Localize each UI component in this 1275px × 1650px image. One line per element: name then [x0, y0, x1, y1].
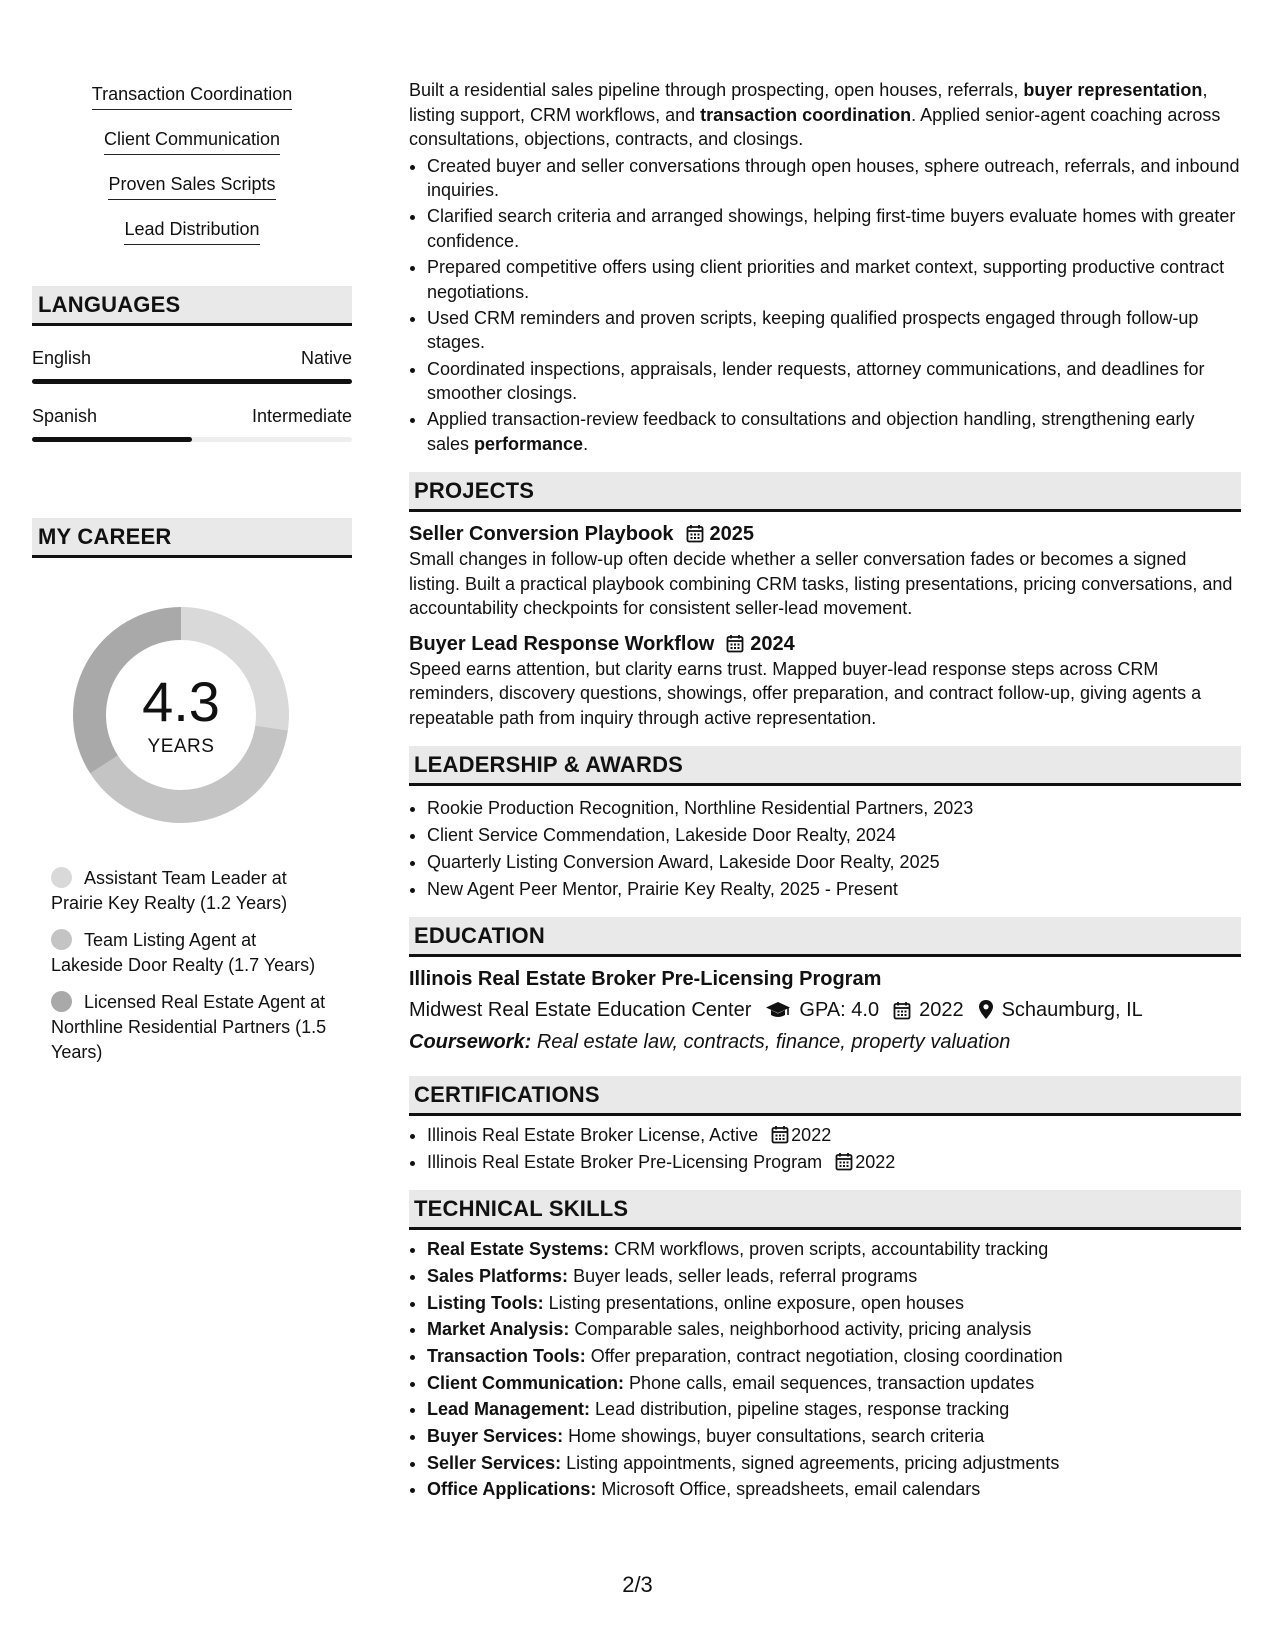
education-school: Midwest Real Estate Education Center — [409, 999, 752, 1022]
project-item — [409, 521, 1241, 621]
language-english — [32, 348, 352, 384]
language-proficiency-bar — [32, 437, 352, 442]
technical-skill-item: • Transaction Tools: Offer preparation, contract negotiation, closing coordination — [427, 1344, 1241, 1369]
experience-intro: Built a residential sales pipeline through prospecting, open houses, referrals, buyer representation, listing support, CRM workflows, and transaction coordination. Applied senior-agent coaching across consultations, objections, contracts, and closings. — [409, 80, 1221, 149]
technical-skill-item: • Client Communication: Phone calls, email sequences, transaction updates — [427, 1371, 1241, 1396]
experience-bullet: • Used CRM reminders and proven scripts, keeping qualified prospects engaged through follow-up stages. — [427, 306, 1241, 355]
languages-heading: LANGUAGES — [32, 286, 352, 326]
technical-skill-item: • Real Estate Systems: CRM workflows, proven scripts, accountability tracking — [427, 1237, 1241, 1262]
legend-label: Team Listing Agent at Lakeside Door Realty (1.7 Years) — [51, 930, 316, 975]
career-years-unit: YEARS — [147, 736, 215, 757]
language-name: English — [32, 348, 92, 368]
career-legend-item — [51, 866, 331, 916]
career-legend-item — [51, 990, 331, 1065]
legend-dot — [51, 867, 72, 888]
experience-bullet: • Coordinated inspections, appraisals, lender requests, attorney communications, and deadlines for smoother closings. — [427, 357, 1241, 406]
career-legend — [51, 866, 331, 1065]
calendar-icon — [726, 634, 744, 653]
legend-label: Licensed Real Estate Agent at Northline Residential Partners (1.5 Years) — [51, 992, 327, 1062]
certification-item: • Illinois Real Estate Broker License, Active 2022 — [427, 1123, 1241, 1148]
award-item: • Rookie Production Recognition, Northline Residential Partners, 2023 — [427, 796, 1241, 821]
project-description: Small changes in follow-up often decide whether a seller conversation fades or becomes a signed listing. Built a practical playbook combining CRM tasks, listing presentations, pricing conversations, and accountability checkpoints for consistent seller-lead movement. — [409, 549, 1233, 619]
project-year: 2024 — [750, 632, 795, 655]
technical-skills-list — [409, 1237, 1241, 1502]
legend-dot — [51, 929, 72, 950]
calendar-icon — [771, 1125, 789, 1144]
experience-bullets — [409, 154, 1241, 457]
education-year: 2022 — [919, 999, 964, 1022]
main-content — [409, 78, 1241, 1504]
award-item: • Quarterly Listing Conversion Award, Lakeside Door Realty, 2025 — [427, 850, 1241, 875]
award-item: • New Agent Peer Mentor, Prairie Key Realty, 2025 - Present — [427, 877, 1241, 902]
page-number: 2/3 — [622, 1572, 653, 1597]
language-name: Spanish — [32, 406, 98, 426]
project-title: Seller Conversion Playbook — [409, 523, 674, 546]
skill-tag: Client Communication — [104, 127, 280, 155]
language-proficiency-bar — [32, 379, 352, 384]
experience-bullet: • Clarified search criteria and arranged showings, helping first-time buyers evaluate homes with greater confidence. — [427, 204, 1241, 253]
career-total-years: 4.3 — [142, 670, 220, 733]
skill-tag: Lead Distribution — [124, 217, 259, 245]
technical-skill-item: • Buyer Services: Home showings, buyer consultations, search criteria — [427, 1424, 1241, 1449]
career-donut-chart — [66, 600, 296, 830]
certifications-list — [409, 1123, 1241, 1174]
technical-skill-item: • Market Analysis: Comparable sales, neighborhood activity, pricing analysis — [427, 1317, 1241, 1342]
legend-label: Assistant Team Leader at Prairie Key Realty (1.2 Years) — [51, 868, 288, 913]
project-year: 2025 — [709, 523, 755, 546]
skill-tags — [32, 82, 352, 262]
certification-item: • Illinois Real Estate Broker Pre-Licensing Program 2022 — [427, 1150, 1241, 1175]
education-location: Schaumburg, IL — [1001, 999, 1143, 1022]
technical-skill-item: • Seller Services: Listing appointments, signed agreements, pricing adjustments — [427, 1451, 1241, 1476]
calendar-icon — [835, 1152, 853, 1171]
project-item — [409, 631, 1241, 731]
language-level: Intermediate — [251, 406, 352, 426]
experience-bullet: • Created buyer and seller conversations through open houses, sphere outreach, referrals, and inbound inquiries. — [427, 154, 1241, 203]
education-coursework: Coursework: Real estate law, contracts, finance, property valuation — [409, 1031, 1011, 1054]
career-legend-item — [51, 928, 331, 978]
skill-tag: Transaction Coordination — [92, 82, 292, 110]
technical-skill-item: • Listing Tools: Listing presentations, online exposure, open houses — [427, 1291, 1241, 1316]
language-level: Native — [300, 348, 352, 368]
education-heading: EDUCATION — [409, 917, 1241, 957]
education-gpa: GPA: 4.0 — [799, 999, 880, 1022]
technical-skill-item: • Sales Platforms: Buyer leads, seller leads, referral programs — [427, 1264, 1241, 1289]
calendar-icon — [893, 1001, 911, 1020]
technical-skills-heading: TECHNICAL SKILLS — [409, 1190, 1241, 1230]
education-program: Illinois Real Estate Broker Pre-Licensing Program — [409, 968, 882, 991]
location-pin-icon — [978, 999, 994, 1020]
technical-skill-item: • Lead Management: Lead distribution, pipeline stages, response tracking — [427, 1397, 1241, 1422]
experience-bullet: • Applied transaction-review feedback to consultations and objection handling, strengthening early sales performance. — [427, 407, 1241, 456]
project-description: Speed earns attention, but clarity earns trust. Mapped buyer-lead response steps across CRM reminders, discovery questions, showings, offer preparation, and contract follow-up, giving agents a repeatable path from inquiry through active representation. — [409, 658, 1202, 728]
language-proficiency-fill — [32, 379, 352, 384]
language-proficiency-fill — [32, 437, 192, 442]
graduation-cap-icon — [765, 1000, 791, 1020]
experience-bullet: • Prepared competitive offers using client priorities and market context, supporting productive contract negotiations. — [427, 255, 1241, 304]
language-spanish — [32, 406, 352, 442]
career-heading: MY CAREER — [32, 518, 352, 558]
project-title: Buyer Lead Response Workflow — [409, 632, 715, 655]
sidebar — [32, 82, 352, 1077]
award-item: • Client Service Commendation, Lakeside Door Realty, 2024 — [427, 823, 1241, 848]
technical-skill-item: • Office Applications: Microsoft Office, spreadsheets, email calendars — [427, 1477, 1241, 1502]
calendar-icon — [686, 524, 704, 543]
awards-list — [409, 796, 1241, 901]
legend-dot — [51, 991, 72, 1012]
projects-heading: PROJECTS — [409, 472, 1241, 512]
leadership-heading: LEADERSHIP & AWARDS — [409, 746, 1241, 786]
certifications-heading: CERTIFICATIONS — [409, 1076, 1241, 1116]
education-meta — [409, 996, 1241, 1024]
skill-tag: Proven Sales Scripts — [108, 172, 275, 200]
